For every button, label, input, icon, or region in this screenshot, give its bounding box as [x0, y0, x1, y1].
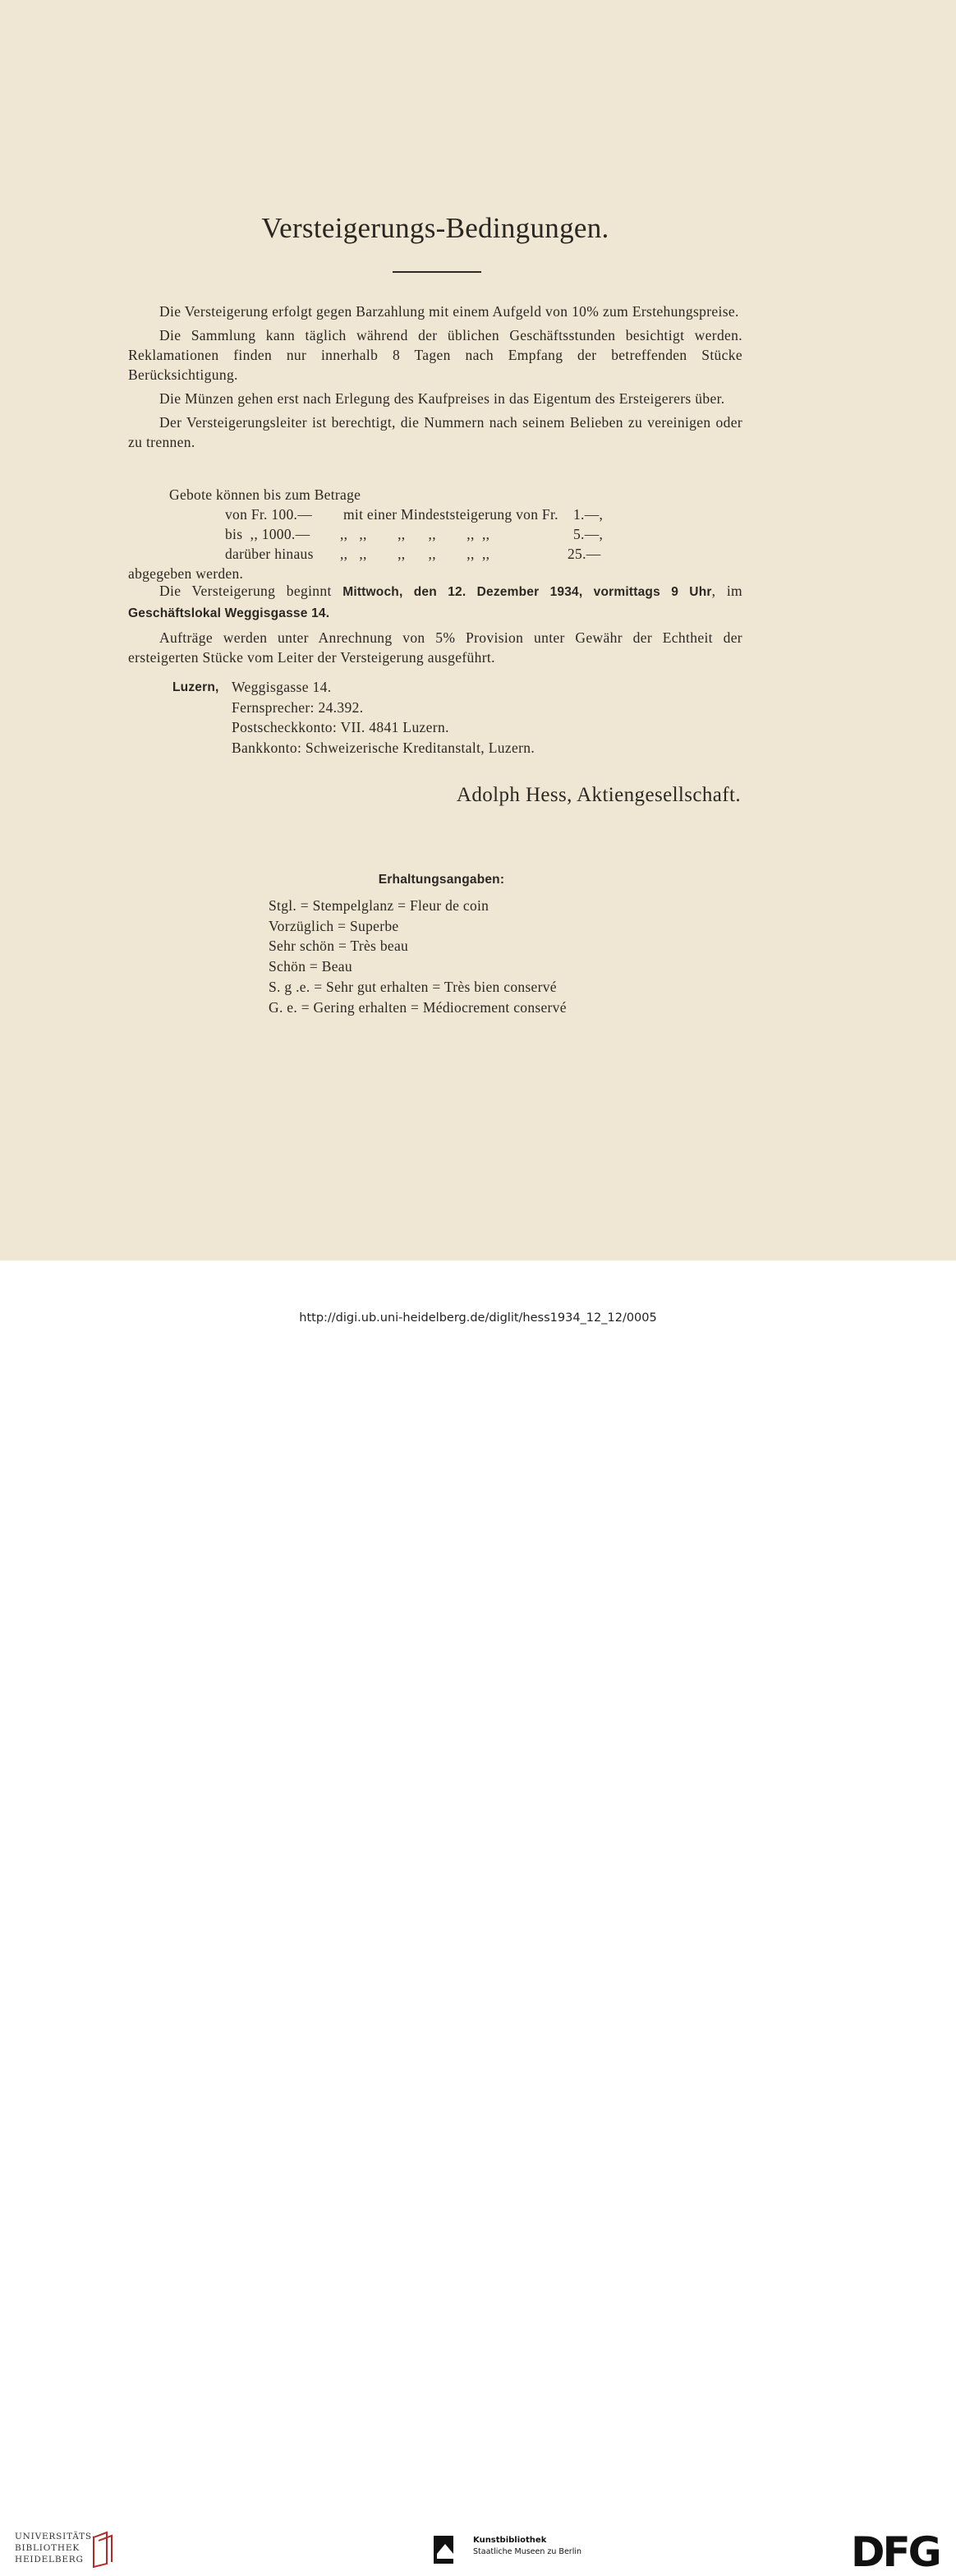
- condition-grade: Sehr schön = Très beau: [269, 938, 409, 955]
- bid-text: ,, ,, ,, ,, ,, ,,: [340, 546, 490, 562]
- bid-range: von Fr. 100.—: [225, 506, 312, 523]
- scanned-page: [0, 0, 956, 1260]
- condition-grade: Vorzüglich = Superbe: [269, 917, 399, 934]
- paragraph-viewing: Die Sammlung kann täglich während der üblichen Geschäftsstunden besichtigt werden. Reklamationen finden nur innerhalb 8 Tagen nach Empfang der betreffenden Stücke Berücksichtigung.: [128, 327, 742, 383]
- condition-grade: S. g .e. = Sehr gut erhalten = Très bien conservé: [269, 978, 557, 995]
- bid-amount: 1.—,: [573, 506, 604, 523]
- start-mid: , im: [711, 583, 742, 599]
- bid-range: bis ,, 1000.—: [225, 526, 310, 542]
- bid-text: ,, ,, ,, ,, ,, ,,: [340, 526, 490, 542]
- condition-grade: Schön = Beau: [269, 958, 352, 975]
- kb-line: Kunstbibliothek: [473, 2536, 547, 2545]
- dfg-logo[interactable]: DFG: [851, 2528, 940, 2576]
- kunstbibliothek-label[interactable]: [473, 2535, 581, 2558]
- bid-text: mit einer Mindeststeigerung von Fr.: [343, 506, 558, 523]
- address-city: Luzern,: [172, 680, 219, 694]
- permalink-url[interactable]: http://digi.ub.uni-heidelberg.de/diglit/hess1934_12_12/0005: [299, 1311, 657, 1325]
- conditions-text-2: [128, 581, 742, 671]
- condition-grades-title: Erhaltungsangaben:: [378, 873, 505, 887]
- page-title: Versteigerungs-Bedingungen.: [261, 212, 609, 244]
- ub-line: UNIVERSITÄTS-: [15, 2532, 96, 2541]
- kunstbibliothek-logo-icon: [434, 2536, 463, 2565]
- paragraph-ownership: Die Münzen gehen erst nach Erlegung des Kaufpreises in das Eigentum des Ersteigerers über.: [159, 390, 725, 407]
- bids-intro: Gebote können bis zum Betrage: [169, 486, 361, 503]
- title-rule: [393, 271, 481, 273]
- condition-grade: G. e. = Gering erhalten = Médiocrement conservé: [269, 998, 567, 1016]
- paragraph-surcharge: Die Versteigerung erfolgt gegen Barzahlung mit einem Aufgeld von 10% zum Erstehungspreise.: [159, 303, 739, 320]
- company-signature: Adolph Hess, Aktiengesellschaft.: [456, 784, 741, 806]
- paragraph-commissions: Aufträge werden unter Anrechnung von 5% Provision unter Gewähr der Echtheit der ersteigerten Stücke vom Leiter der Versteigerung ausgeführt.: [128, 629, 742, 666]
- kb-line: Staatliche Museen zu Berlin: [473, 2547, 582, 2556]
- bid-range: darüber hinaus: [225, 546, 314, 562]
- address-street: Weggisgasse 14.: [232, 679, 332, 695]
- conditions-text: [128, 302, 742, 456]
- ub-heidelberg-logo[interactable]: [15, 2531, 96, 2565]
- ub-line: HEIDELBERG: [15, 2555, 84, 2564]
- bid-amount: 25.—: [568, 546, 601, 562]
- bids-end: abgegeben werden.: [128, 565, 244, 582]
- ub-line: BIBLIOTHEK: [15, 2543, 80, 2553]
- start-location: Geschäftslokal Weggisgasse 14.: [128, 606, 330, 620]
- start-date: Mittwoch, den 12. Dezember 1934, vormittags 9 Uhr: [342, 585, 712, 599]
- address-bank: Bankkonto: Schweizerische Kreditanstalt, Luzern.: [232, 739, 535, 756]
- bid-amount: 5.—,: [573, 526, 604, 542]
- address-phone: Fernsprecher: 24.392.: [232, 698, 364, 716]
- ub-emblem-icon: [90, 2531, 117, 2569]
- condition-grade: Stgl. = Stempelglanz = Fleur de coin: [269, 897, 489, 914]
- condition-grades-list: [269, 896, 567, 1017]
- paragraph-start-date: [128, 581, 742, 624]
- paragraph-lots: Der Versteigerungsleiter ist berechtigt, die Nummern nach seinem Belieben zu vereinigen oder zu trennen.: [128, 414, 742, 450]
- start-text: Die Versteigerung beginnt: [159, 583, 343, 599]
- address-postcheck: Postscheckkonto: VII. 4841 Luzern.: [232, 719, 449, 735]
